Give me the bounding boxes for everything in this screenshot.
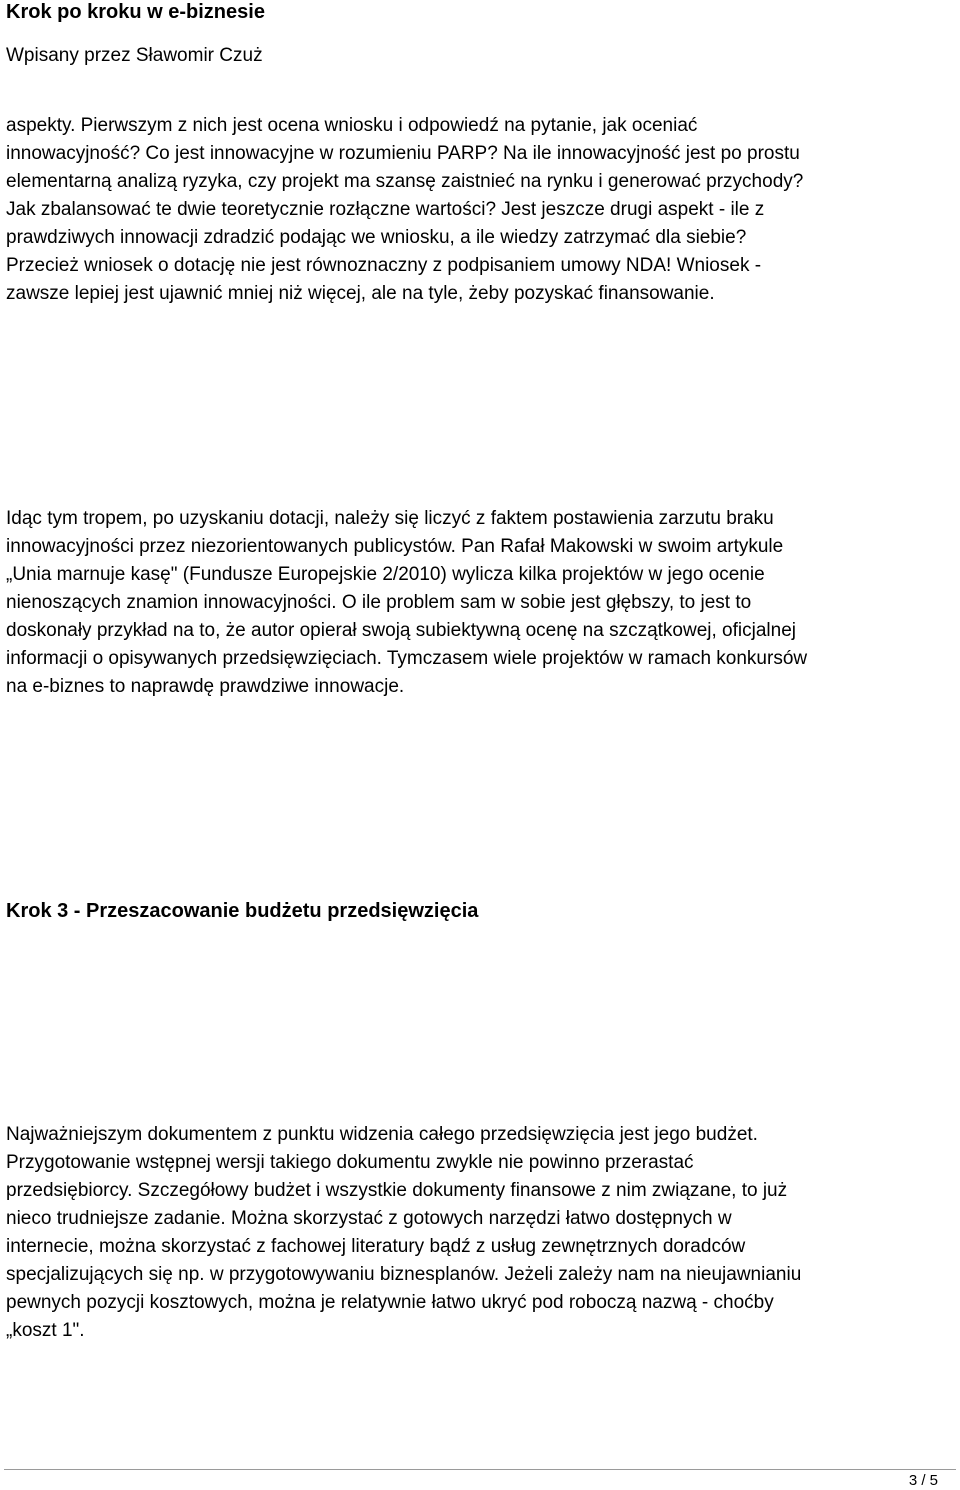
text-line: specjalizujących się np. w przygotowywaniu biznesplanów. Jeżeli zależy nam na nieujawnianiu xyxy=(6,1264,802,1285)
text-line: Jak zbalansować te dwie teoretycznie rozłączne wartości? Jest jeszcze drugi aspekt - ile z xyxy=(6,199,765,220)
text-line: „koszt 1". xyxy=(6,1320,85,1341)
document-title: Krok po kroku w e-biznesie xyxy=(6,1,265,23)
page-number: 3 / 5 xyxy=(908,1472,938,1489)
section-heading: Krok 3 - Przeszacowanie budżetu przedsięwzięcia xyxy=(6,900,479,922)
text-line: pewnych pozycji kosztowych, można je relatywnie łatwo ukryć pod roboczą nazwą - choćby xyxy=(6,1292,774,1313)
text-line: innowacyjności przez niezorientowanych publicystów. Pan Rafał Makowski w swoim artykule xyxy=(6,536,784,557)
text-line: nieco trudniejsze zadanie. Można skorzystać z gotowych narzędzi łatwo dostępnych w xyxy=(6,1208,732,1229)
text-line: internecie, można skorzystać z fachowej literatury bądź z usług zewnętrznych doradców xyxy=(6,1236,746,1257)
text-line: aspekty. Pierwszym z nich jest ocena wniosku i odpowiedź na pytanie, jak oceniać xyxy=(6,115,698,136)
paragraph-innovation-assessment xyxy=(6,112,958,308)
paragraph-budget xyxy=(6,1121,958,1345)
text-line: informacji o opisywanych przedsięwzięciach. Tymczasem wiele projektów w ramach konkursów xyxy=(6,648,808,669)
text-line: doskonały przykład na to, że autor opierał swoją subiektywną ocenę na szczątkowej, oficjalnej xyxy=(6,620,796,641)
text-line: przedsiębiorcy. Szczegółowy budżet i wszystkie dokumenty finansowe z nim związane, to już xyxy=(6,1180,788,1201)
text-line: elementarną analizą ryzyka, czy projekt ma szansę zaistnieć na rynku i generować przychody? xyxy=(6,171,804,192)
text-line: nienoszących znamion innowacyjności. O ile problem sam w sobie jest głębszy, to jest to xyxy=(6,592,752,613)
text-line: Idąc tym tropem, po uzyskaniu dotacji, należy się liczyć z faktem postawienia zarzutu braku xyxy=(6,508,774,529)
text-line: prawdziwych innowacji zdradzić podając we wniosku, a ile wiedzy zatrzymać dla siebie? xyxy=(6,227,747,248)
text-line: na e-biznes to naprawdę prawdziwe innowacje. xyxy=(6,676,405,697)
text-line: Najważniejszym dokumentem z punktu widzenia całego przedsięwzięcia jest jego budżet. xyxy=(6,1124,758,1145)
text-line: „Unia marnuje kasę" (Fundusze Europejskie 2/2010) wylicza kilka projektów w jego ocenie xyxy=(6,564,765,585)
text-line: Przecież wniosek o dotację nie jest równoznaczny z podpisaniem umowy NDA! Wniosek - xyxy=(6,255,762,276)
footer-divider xyxy=(4,1469,956,1470)
text-line: innowacyjność? Co jest innowacyjne w rozumieniu PARP? Na ile innowacyjność jest po prostu xyxy=(6,143,800,164)
text-line: Przygotowanie wstępnej wersji takiego dokumentu zwykle nie powinno przerastać xyxy=(6,1152,694,1173)
text-line: zawsze lepiej jest ujawnić mniej niż więcej, ale na tyle, żeby pozyskać finansowanie. xyxy=(6,283,715,304)
paragraph-innovation-criticism xyxy=(6,505,958,701)
author-line: Wpisany przez Sławomir Czuż xyxy=(6,45,263,66)
